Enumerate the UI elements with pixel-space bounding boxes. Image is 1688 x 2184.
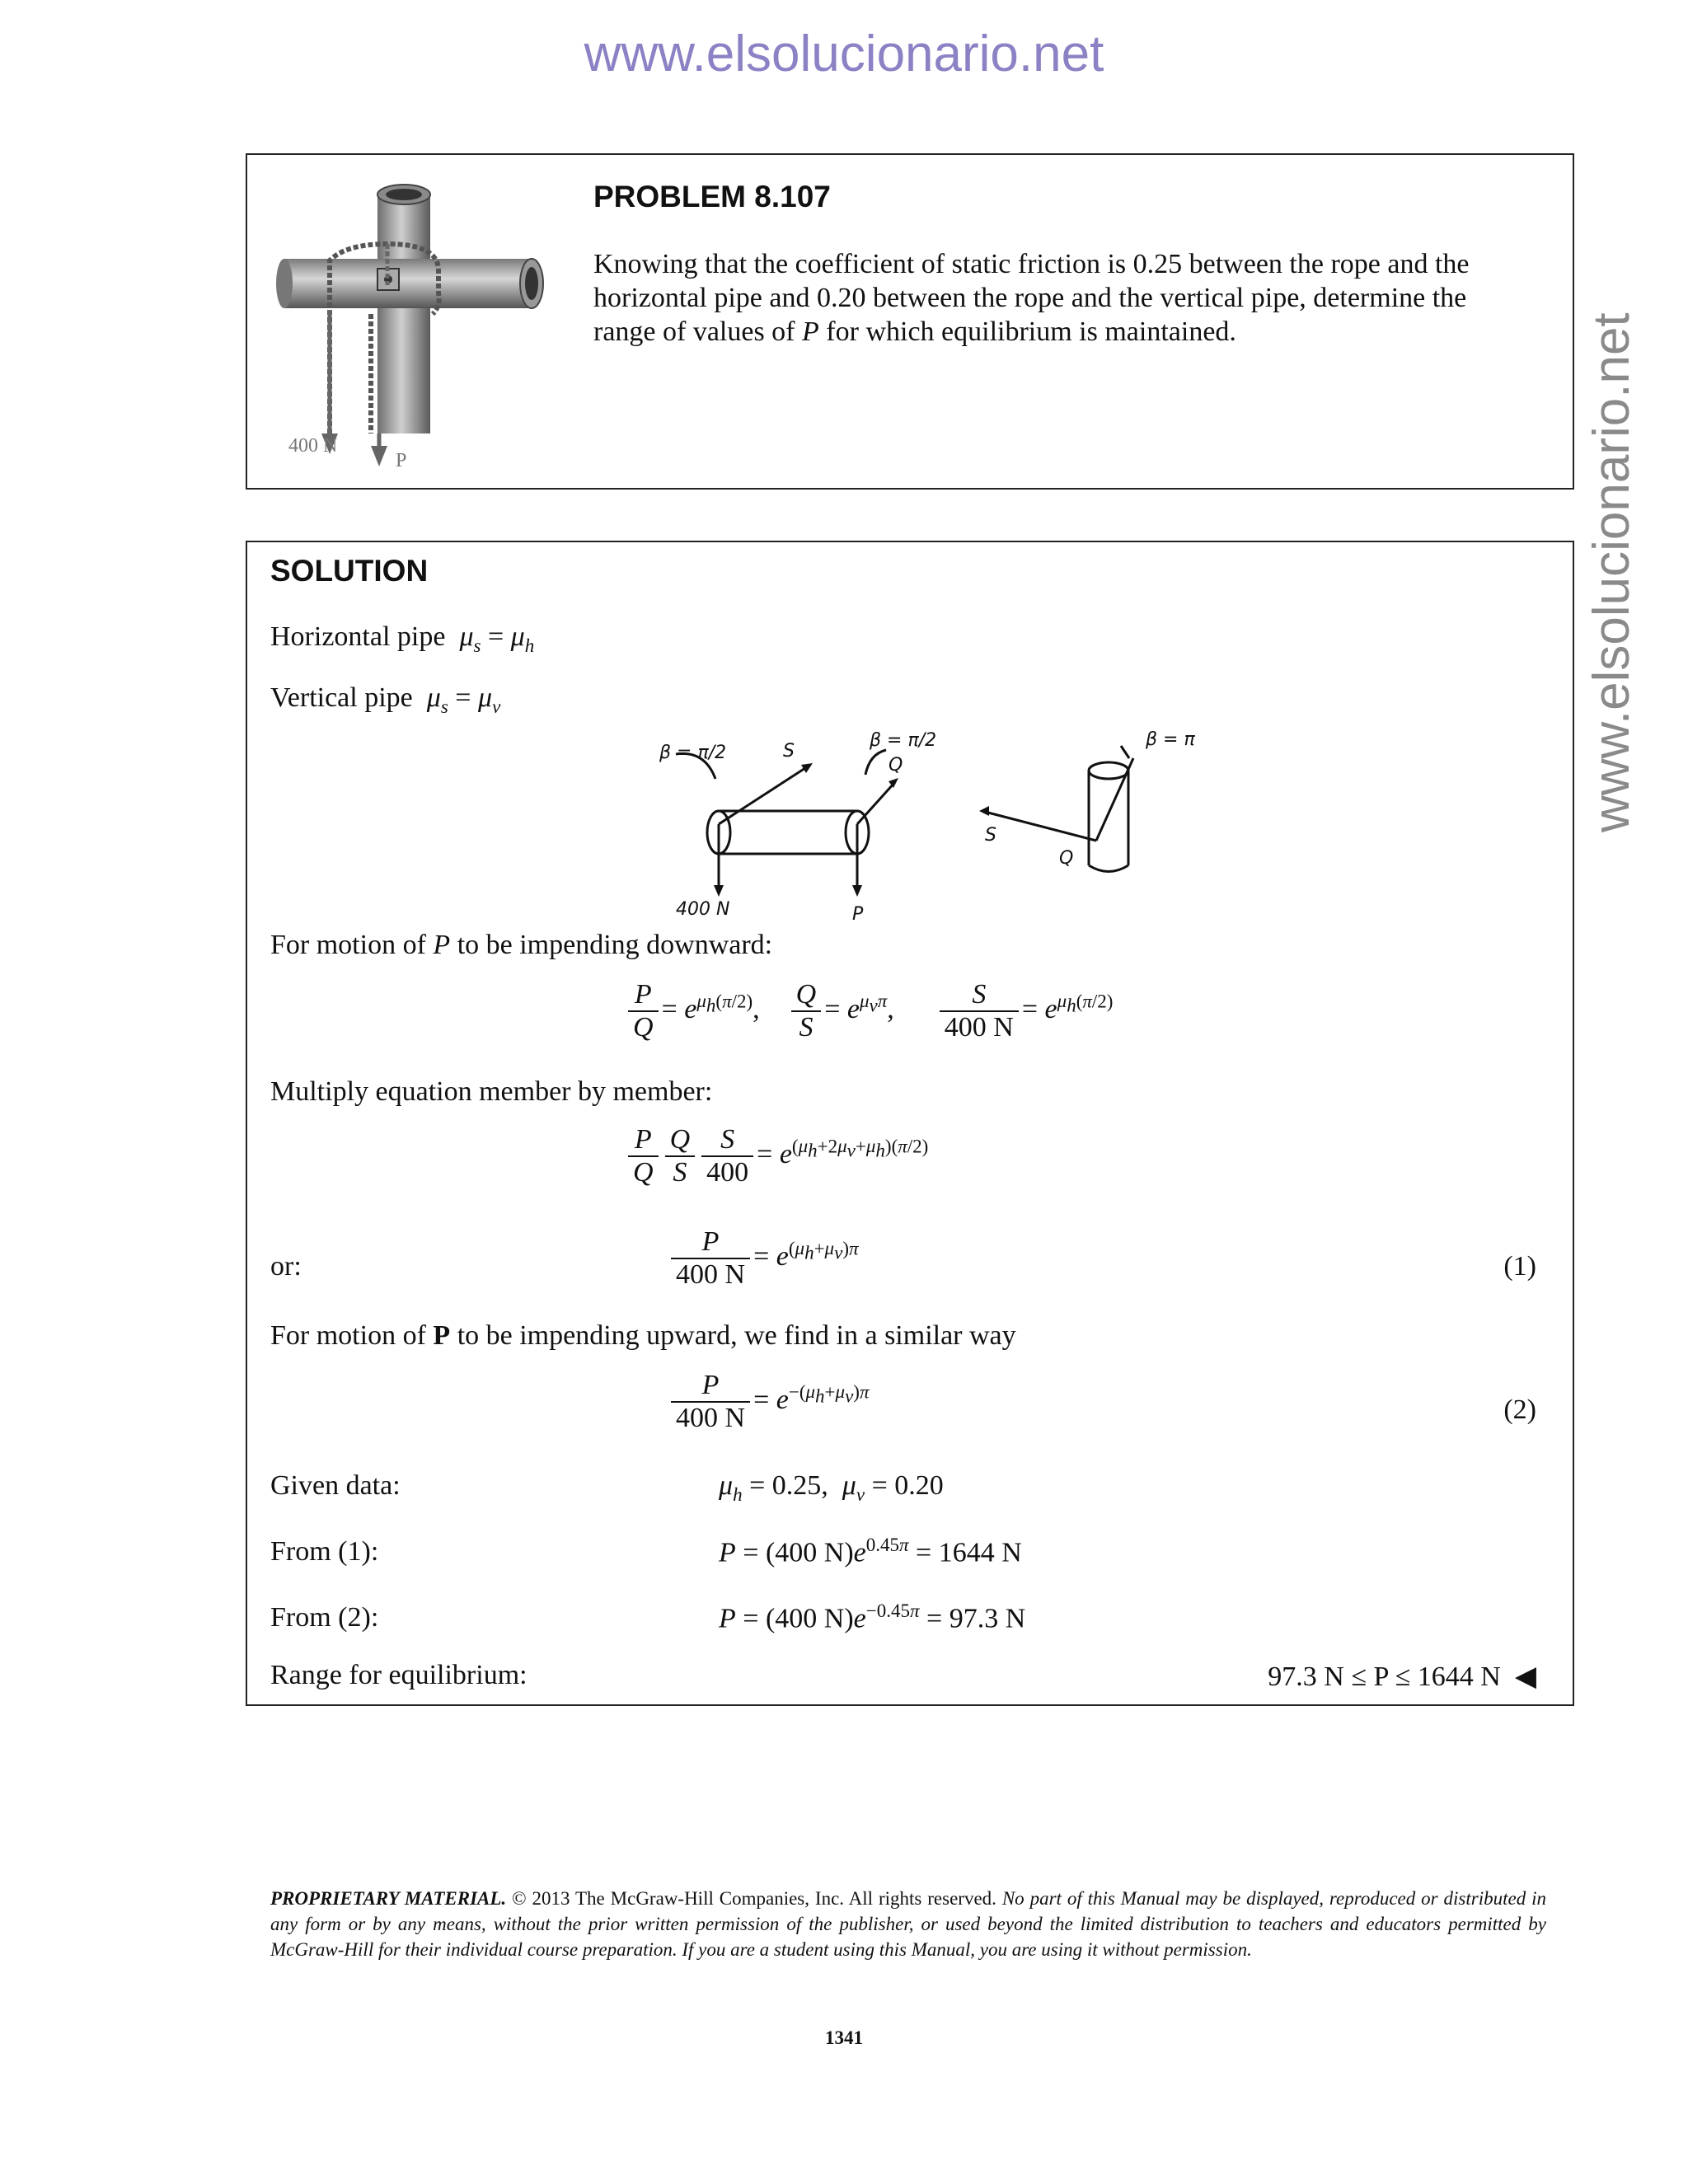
problem-text-1: Knowing that the coefficient of static friction is 0.25 between the rope and the horizontal pipe and 0.20 between the rope and the vertical pipe, determine the range of values of [593, 249, 1470, 347]
given-values: $\mu_h = 0.25$, $\mu_v = 0.20$ [719, 1470, 944, 1505]
watermark-side[interactable]: www.elsolucionario.net [1583, 312, 1640, 832]
watermark-top[interactable]: www.elsolucionario.net [584, 26, 1104, 82]
mu-h-equation: $\mu_s = \mu_h$ [459, 621, 535, 656]
answer-marker-icon: ◀ [1514, 1661, 1536, 1692]
range-value: 97.3 N ≤ P ≤ 1644 N [1268, 1661, 1501, 1692]
product-equation: $\frac{P}{Q}$ $\frac{Q}{S}$ $\frac{S}{400}$ = $e^{(\mu_h+2\mu_v+\mu_h)(\pi/2)}$ [625, 1124, 928, 1188]
problem-var-p: P [802, 316, 819, 347]
upward-var: P [433, 1320, 451, 1351]
or-label: or: [270, 1251, 302, 1282]
sketch-beta-left: β = π/2 [659, 743, 727, 763]
from2-result: P = (400 $N)e^{-0.45\pi} = 97.3$ N [719, 1601, 1026, 1634]
sketch-q-right: Q [1059, 848, 1074, 869]
footer-plain: © 2013 The McGraw-Hill Companies, Inc. All rights reserved. [506, 1888, 1002, 1909]
sketch-s-left: S [783, 741, 795, 762]
sketch-p: P [852, 904, 864, 925]
friction-sketch [659, 729, 1195, 925]
downward-equations: $\frac{P}{Q}$ = $e^{\mu_h(\pi/2)}$, $\frac{Q}{S}$ = $e^{\mu_v\pi}$, $\frac{S}{400 N}$ = $e^{\mu_h(\pi/2)}$ [625, 979, 1113, 1043]
footer [270, 1886, 1546, 1962]
sketch-load: 400 N [676, 899, 730, 920]
equation-2-number: (2) [1503, 1394, 1536, 1425]
from1-label: From (1): [270, 1536, 379, 1567]
from2-label: From (2): [270, 1602, 379, 1633]
multiply-text: Multiply equation member by member: [270, 1076, 713, 1107]
problem-title: PROBLEM 8.107 [593, 180, 831, 213]
footer-italic: No part of this Manual may be displayed, reproduced or distributed in any form or by any means, without the prior written permission of the publisher, or used beyond the limited distribution to teachers and educators permitted by McGraw-Hill for their individual course preparation. If you are a student using this Manual, you are using it without permission. [270, 1888, 1546, 1960]
upward-text-2: to be impending upward, we find in a similar way [450, 1320, 1016, 1351]
from1-result: P = (400 $N)e^{0.45\pi} = 1644$ N [719, 1535, 1022, 1568]
equation-1-number: (1) [1503, 1251, 1536, 1282]
range-label: Range for equilibrium: [270, 1660, 528, 1690]
pipe-figure [264, 162, 577, 491]
downward-text-2: to be impending downward: [450, 930, 773, 960]
load-label: 400 N [288, 435, 338, 457]
force-p-label: P [396, 450, 407, 471]
downward-text-1: For motion of [270, 930, 434, 960]
upward-text-1: For motion of [270, 1320, 434, 1351]
problem-box [246, 153, 1574, 490]
sketch-beta-mid: β = π/2 [870, 730, 937, 751]
sketch-q-left: Q [889, 755, 903, 776]
horizontal-label: Horizontal pipe [270, 621, 446, 652]
horizontal-pipe-line [270, 621, 534, 657]
equation-2: $\frac{P}{400 N}$ = $e^{-(\mu_h+\mu_v)\pi}$ [668, 1370, 869, 1434]
sketch-s-right: S [985, 825, 996, 846]
downward-var: P [433, 930, 451, 960]
footer-bold: PROPRIETARY MATERIAL. [270, 1888, 507, 1909]
from2-value: = 97.3 N [926, 1603, 1026, 1634]
given-label: Given data: [270, 1470, 401, 1501]
from1-value: = 1644 N [916, 1537, 1022, 1568]
problem-statement [593, 247, 1525, 349]
vertical-label: Vertical pipe [270, 682, 413, 713]
solution-box [246, 541, 1574, 1706]
solution-title: SOLUTION [270, 554, 429, 588]
equation-1: $\frac{P}{400 N}$ = $e^{(\mu_h+\mu_v)\pi}$ [668, 1226, 859, 1291]
range-result [1268, 1660, 1536, 1693]
problem-text-2: for which equilibrium is maintained. [818, 316, 1236, 347]
downward-text [270, 930, 772, 961]
mu-v-equation: $\mu_s = \mu_v$ [426, 682, 501, 717]
sketch-beta-right: β = π [1146, 729, 1195, 750]
vertical-pipe-line [270, 682, 500, 718]
upward-text [270, 1320, 1016, 1352]
page-number: 1341 [825, 2027, 863, 2048]
